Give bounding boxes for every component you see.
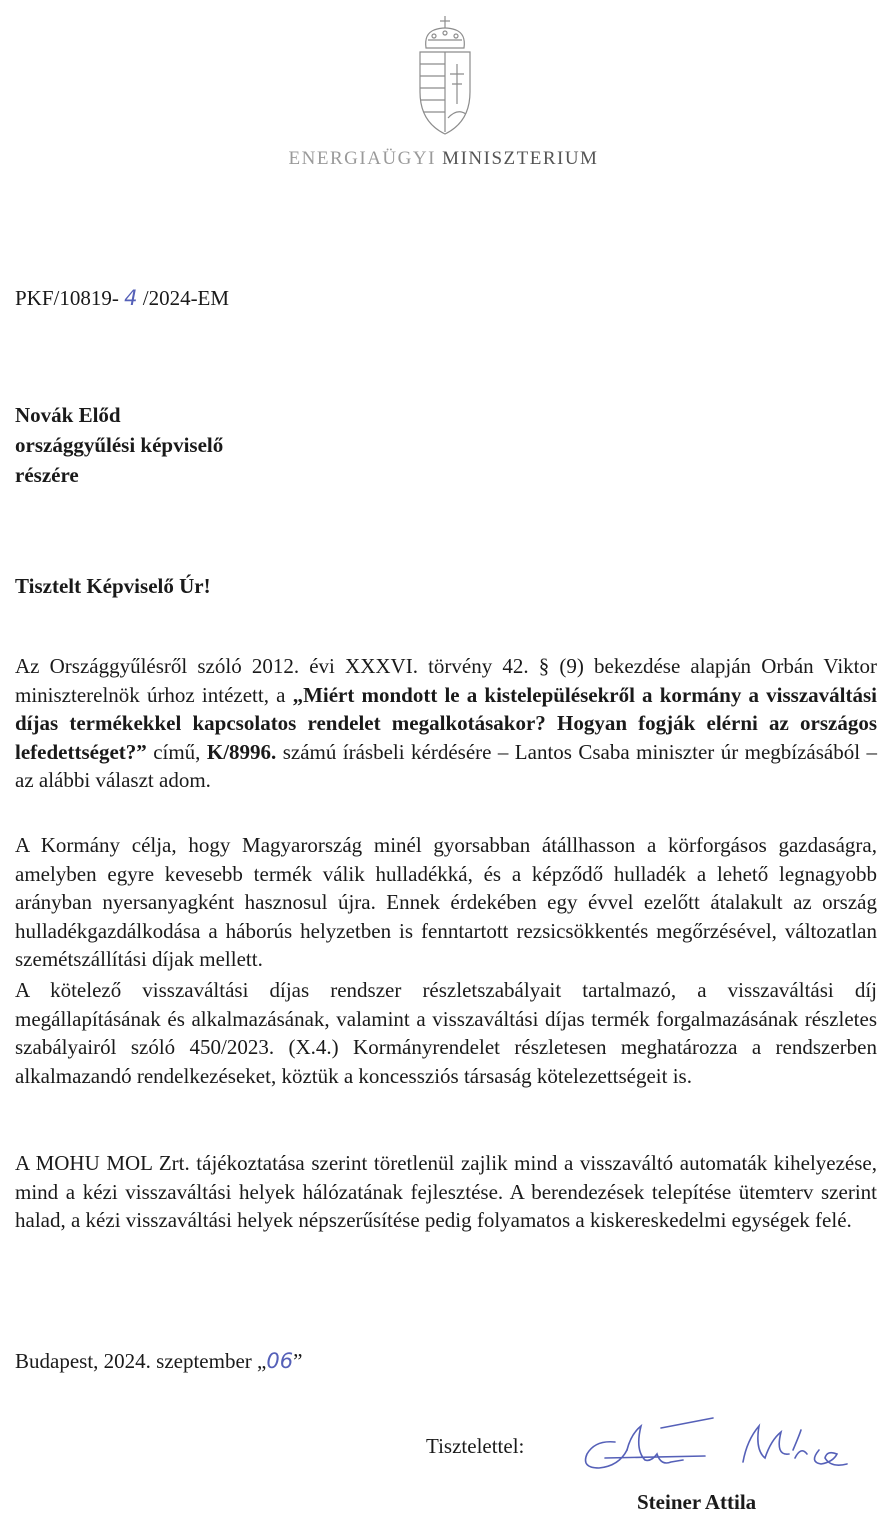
date-handwritten-day: 06 (266, 1349, 294, 1373)
question-title: „Miért mondott le a kistelepülésekről a kormány a visszaváltási díjas termékekkel kapcsolatos rendelet megalkotásakor? Hogyan fogják elérni az országos lefedettséget?” (15, 682, 877, 764)
date-line (15, 1349, 302, 1374)
recipient-name: Novák Előd (15, 403, 121, 427)
paragraph-1-end: számú írásbeli kérdésére – Lantos Csaba miniszter úr megbízásából – az alábbi választ adom. (15, 739, 877, 792)
recipient-block (15, 400, 223, 490)
coat-of-arms-icon (412, 14, 478, 140)
salutation: Tisztelt Képviselő Úr! (15, 574, 211, 598)
recipient-title: országgyűlési képviselő (15, 433, 224, 457)
reference-prefix: PKF/10819- (15, 286, 119, 310)
reference-handwritten: 4 (124, 286, 138, 310)
paragraph-3: A kötelező visszaváltási díjas rendszer részletszabályait tartalmazó, a visszaváltási díj megállapításának és alkalmazásának, valamint a visszaváltási díjas termék forgalmazásának részletes szabályairól szóló 450/2023. (X.4.) Kormányrendelet részletesen meghatározza a rendszerben alkalmazandó rendelkezéseket, köztük a koncessziós társaság kötelezettségeit is. (15, 978, 877, 1088)
date-prefix: Budapest, 2024. szeptember „ (15, 1349, 267, 1373)
ministry-name (0, 148, 887, 170)
paragraph-4: A MOHU MOL Zrt. tájékoztatása szerint töretlenül zajlik mind a visszaváltó automaták kihelyezése, mind a kézi visszaváltási helyek hálózatának fejlesztése. A berendezések telepítése ütemterv szerint halad, a kézi visszaváltási helyek népszerűsítése pedig folyamatos a kiskereskedelmi egységek felé. (15, 1151, 877, 1232)
ministry-name-dark: MINISZTERIUM (442, 148, 599, 169)
signer-name: Steiner Attila (637, 1490, 757, 1514)
paragraph-1 (15, 652, 877, 795)
date-suffix: ” (293, 1349, 303, 1373)
recipient-for: részére (15, 463, 79, 487)
paragraph-1-mid: című, (146, 739, 207, 764)
closing-phrase: Tisztelettel: (426, 1434, 525, 1458)
document-number: K/8996. (206, 739, 277, 764)
ministry-name-light: ENERGIAÜGYI (288, 148, 436, 169)
signature-image (575, 1410, 865, 1490)
paragraph-2: A Kormány célja, hogy Magyarország minél gyorsabban átállhasson a körforgásos gazdaságra, amelyben egyre kevesebb termék válik hulladékká, és a képződő hulladék a lehető legnagyobb arányban nyersanyagként hasznosul újra. Ennek érdekében egy évvel ezelőtt átalakult az ország hulladékgazdálkodása a háborús helyzetben is fenntartott rezsicsökkentés megőrzésével, változatlan szemétszállítási díjak mellett. (15, 833, 877, 971)
paragraph-1-intro: Az Országgyűlésről szóló 2012. évi XXXVI. törvény 42. § (9) bekezdése alapján Orbán Viktor miniszterelnök úrhoz intézett, a (15, 654, 877, 707)
reference-suffix: /2024-EM (142, 286, 230, 310)
reference-number (15, 286, 229, 311)
